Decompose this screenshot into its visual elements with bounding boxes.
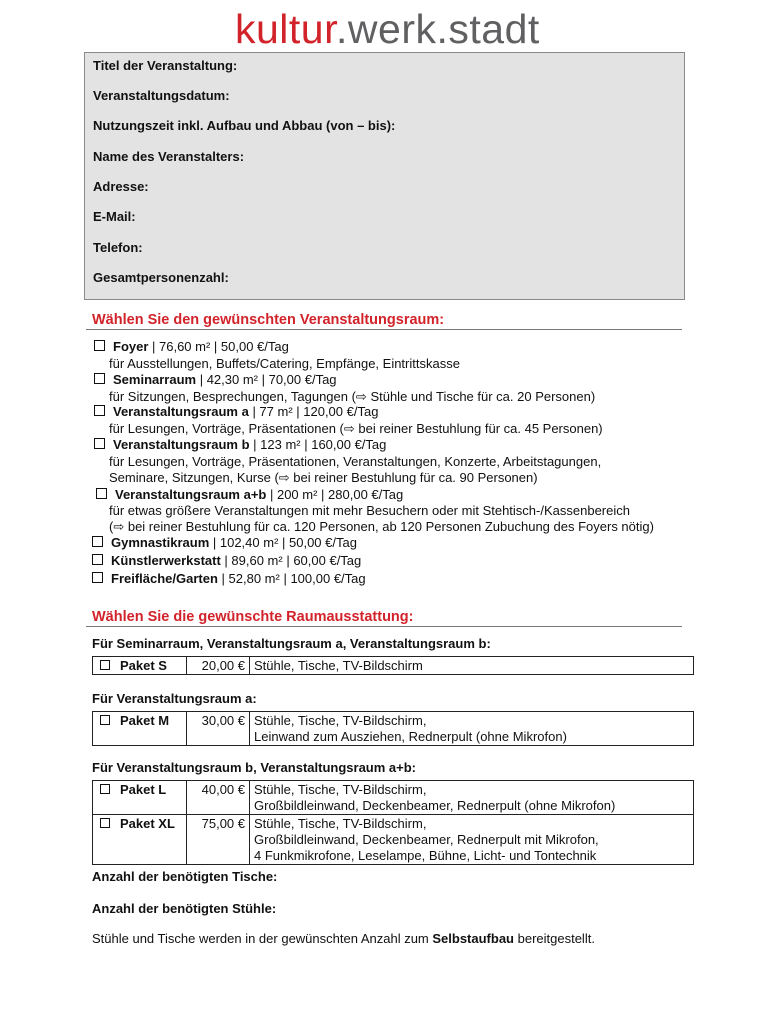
package-description	[250, 781, 694, 815]
room-option-seminarraum[interactable]	[94, 372, 337, 387]
room-details: | 123 m² | 160,00 €/Tag	[249, 437, 387, 452]
footer-note	[92, 931, 595, 946]
tables-count-field[interactable]: Anzahl der benötigten Tische:	[92, 869, 278, 884]
footer-emphasis: Selbstaufbau	[432, 931, 514, 946]
room-description: für Lesungen, Vorträge, Präsentationen (⇨ bei reiner Bestuhlung für ca. 45 Personen)	[109, 421, 603, 436]
room-option-kuenstlerwerkstatt[interactable]	[92, 553, 361, 568]
room-description: Seminare, Sitzungen, Kurse (⇨ bei reiner Bestuhlung für ca. 90 Personen)	[109, 470, 538, 485]
room-description: für etwas größere Veranstaltungen mit mehr Besuchern oder mit Stehtisch-/Kassenbereich	[109, 503, 630, 518]
checkbox[interactable]	[100, 715, 110, 725]
section-divider	[86, 329, 682, 330]
room-section-heading: Wählen Sie den gewünschten Veranstaltungsraum:	[92, 312, 445, 328]
package-row-s[interactable]	[93, 657, 694, 675]
room-details: | 52,80 m² | 100,00 €/Tag	[217, 571, 366, 586]
room-option-freiflaeche-garten[interactable]	[92, 571, 366, 586]
package-group-label: Für Seminarraum, Veranstaltungsraum a, Veranstaltungsraum b:	[92, 636, 491, 651]
brand-logo	[235, 6, 540, 52]
room-name: Gymnastikraum	[111, 535, 210, 550]
field-organizer-name[interactable]: Name des Veranstalters:	[93, 149, 245, 164]
checkbox[interactable]	[96, 488, 107, 499]
room-name: Künstlerwerkstatt	[111, 553, 221, 568]
room-details: | 77 m² | 120,00 €/Tag	[248, 404, 379, 419]
field-address[interactable]: Adresse:	[93, 179, 149, 194]
package-group-label: Für Veranstaltungsraum a:	[92, 691, 257, 706]
room-name: Veranstaltungsraum a	[113, 404, 249, 419]
room-details: | 89,60 m² | 60,00 €/Tag	[220, 553, 362, 568]
field-event-title[interactable]: Titel der Veranstaltung:	[93, 58, 238, 73]
field-usage-time[interactable]: Nutzungszeit inkl. Aufbau und Abbau (von – bis):	[93, 118, 396, 133]
checkbox[interactable]	[94, 405, 105, 416]
package-row-m[interactable]	[93, 712, 694, 746]
footer-text: Stühle und Tische werden in der gewünschten Anzahl zum	[92, 931, 433, 946]
room-option-veranstaltungsraum-a[interactable]	[94, 404, 378, 419]
field-total-persons[interactable]: Gesamtpersonenzahl:	[93, 270, 229, 285]
logo-dot: .	[436, 6, 449, 52]
package-table-m	[92, 711, 694, 746]
checkbox[interactable]	[92, 554, 103, 565]
package-description-line: Stühle, Tische, TV-Bildschirm,	[254, 782, 427, 797]
room-option-foyer[interactable]	[94, 339, 289, 354]
room-option-gymnastikraum[interactable]	[92, 535, 357, 550]
field-phone[interactable]: Telefon:	[93, 240, 143, 255]
room-details: | 200 m² | 280,00 €/Tag	[266, 487, 404, 502]
room-name: Foyer	[113, 339, 149, 354]
package-description-line: Großbildleinwand, Deckenbeamer, Rednerpult mit Mikrofon,	[254, 832, 599, 847]
checkbox[interactable]	[92, 536, 103, 547]
equipment-section-heading: Wählen Sie die gewünschte Raumausstattung:	[92, 609, 414, 625]
event-info-form	[84, 52, 685, 300]
room-name: Freifläche/Garten	[111, 571, 218, 586]
room-description: für Sitzungen, Besprechungen, Tagungen (⇨ Stühle und Tische für ca. 20 Personen)	[109, 389, 596, 404]
chairs-count-field[interactable]: Anzahl der benötigten Stühle:	[92, 901, 277, 916]
package-name-cell	[93, 815, 187, 865]
package-price: 20,00 €	[187, 657, 250, 675]
checkbox[interactable]	[100, 660, 110, 670]
package-price: 40,00 €	[187, 781, 250, 815]
checkbox[interactable]	[94, 373, 105, 384]
package-group-label: Für Veranstaltungsraum b, Veranstaltungsraum a+b:	[92, 760, 417, 775]
package-table-s	[92, 656, 694, 675]
room-name: Veranstaltungsraum a+b	[115, 487, 267, 502]
package-name: Paket S	[120, 658, 167, 673]
logo-part-werk: werk	[347, 6, 437, 52]
logo-part-stadt: stadt	[448, 6, 540, 52]
package-description-line: Stühle, Tische, TV-Bildschirm	[254, 658, 423, 673]
room-description: für Ausstellungen, Buffets/Catering, Empfänge, Eintrittskasse	[109, 356, 460, 371]
package-name-cell	[93, 657, 187, 675]
package-price: 75,00 €	[187, 815, 250, 865]
checkbox[interactable]	[94, 438, 105, 449]
room-details: | 102,40 m² | 50,00 €/Tag	[209, 535, 357, 550]
package-description-line: Großbildleinwand, Deckenbeamer, Rednerpult (ohne Mikrofon)	[254, 798, 616, 813]
package-name: Paket L	[120, 782, 167, 797]
package-description-line: Stühle, Tische, TV-Bildschirm,	[254, 713, 427, 728]
package-row-l[interactable]	[93, 781, 694, 815]
package-description	[250, 815, 694, 865]
room-name: Seminarraum	[113, 372, 197, 387]
room-option-veranstaltungsraum-b[interactable]	[94, 437, 386, 452]
checkbox[interactable]	[92, 572, 103, 583]
room-description: für Lesungen, Vorträge, Präsentationen, Veranstaltungen, Konzerte, Arbeitstagungen,	[109, 454, 602, 469]
package-price: 30,00 €	[187, 712, 250, 746]
package-description	[250, 657, 694, 675]
room-description: (⇨ bei reiner Bestuhlung für ca. 120 Personen, ab 120 Personen Zubuchung des Foyers nötig)	[109, 519, 654, 534]
room-name: Veranstaltungsraum b	[113, 437, 250, 452]
checkbox[interactable]	[100, 818, 110, 828]
package-name: Paket M	[120, 713, 170, 728]
package-row-xl[interactable]	[93, 815, 694, 865]
package-description	[250, 712, 694, 746]
package-description-line: Stühle, Tische, TV-Bildschirm,	[254, 816, 427, 831]
logo-part-kultur: kultur	[235, 6, 336, 52]
room-details: | 76,60 m² | 50,00 €/Tag	[148, 339, 289, 354]
room-details: | 42,30 m² | 70,00 €/Tag	[196, 372, 337, 387]
field-event-date[interactable]: Veranstaltungsdatum:	[93, 88, 230, 103]
logo-dot: .	[336, 6, 348, 52]
package-table-l-xl	[92, 780, 694, 865]
section-divider	[86, 626, 682, 627]
field-email[interactable]: E-Mail:	[93, 209, 136, 224]
room-option-veranstaltungsraum-ab[interactable]	[96, 487, 403, 502]
package-name: Paket XL	[120, 816, 175, 831]
package-description-line: 4 Funkmikrofone, Leselampe, Bühne, Licht- und Tontechnik	[254, 848, 597, 863]
package-description-line: Leinwand zum Ausziehen, Rednerpult (ohne Mikrofon)	[254, 729, 567, 744]
package-name-cell	[93, 712, 187, 746]
checkbox[interactable]	[100, 784, 110, 794]
checkbox[interactable]	[94, 340, 105, 351]
package-name-cell	[93, 781, 187, 815]
footer-text: bereitgestellt.	[514, 931, 595, 946]
